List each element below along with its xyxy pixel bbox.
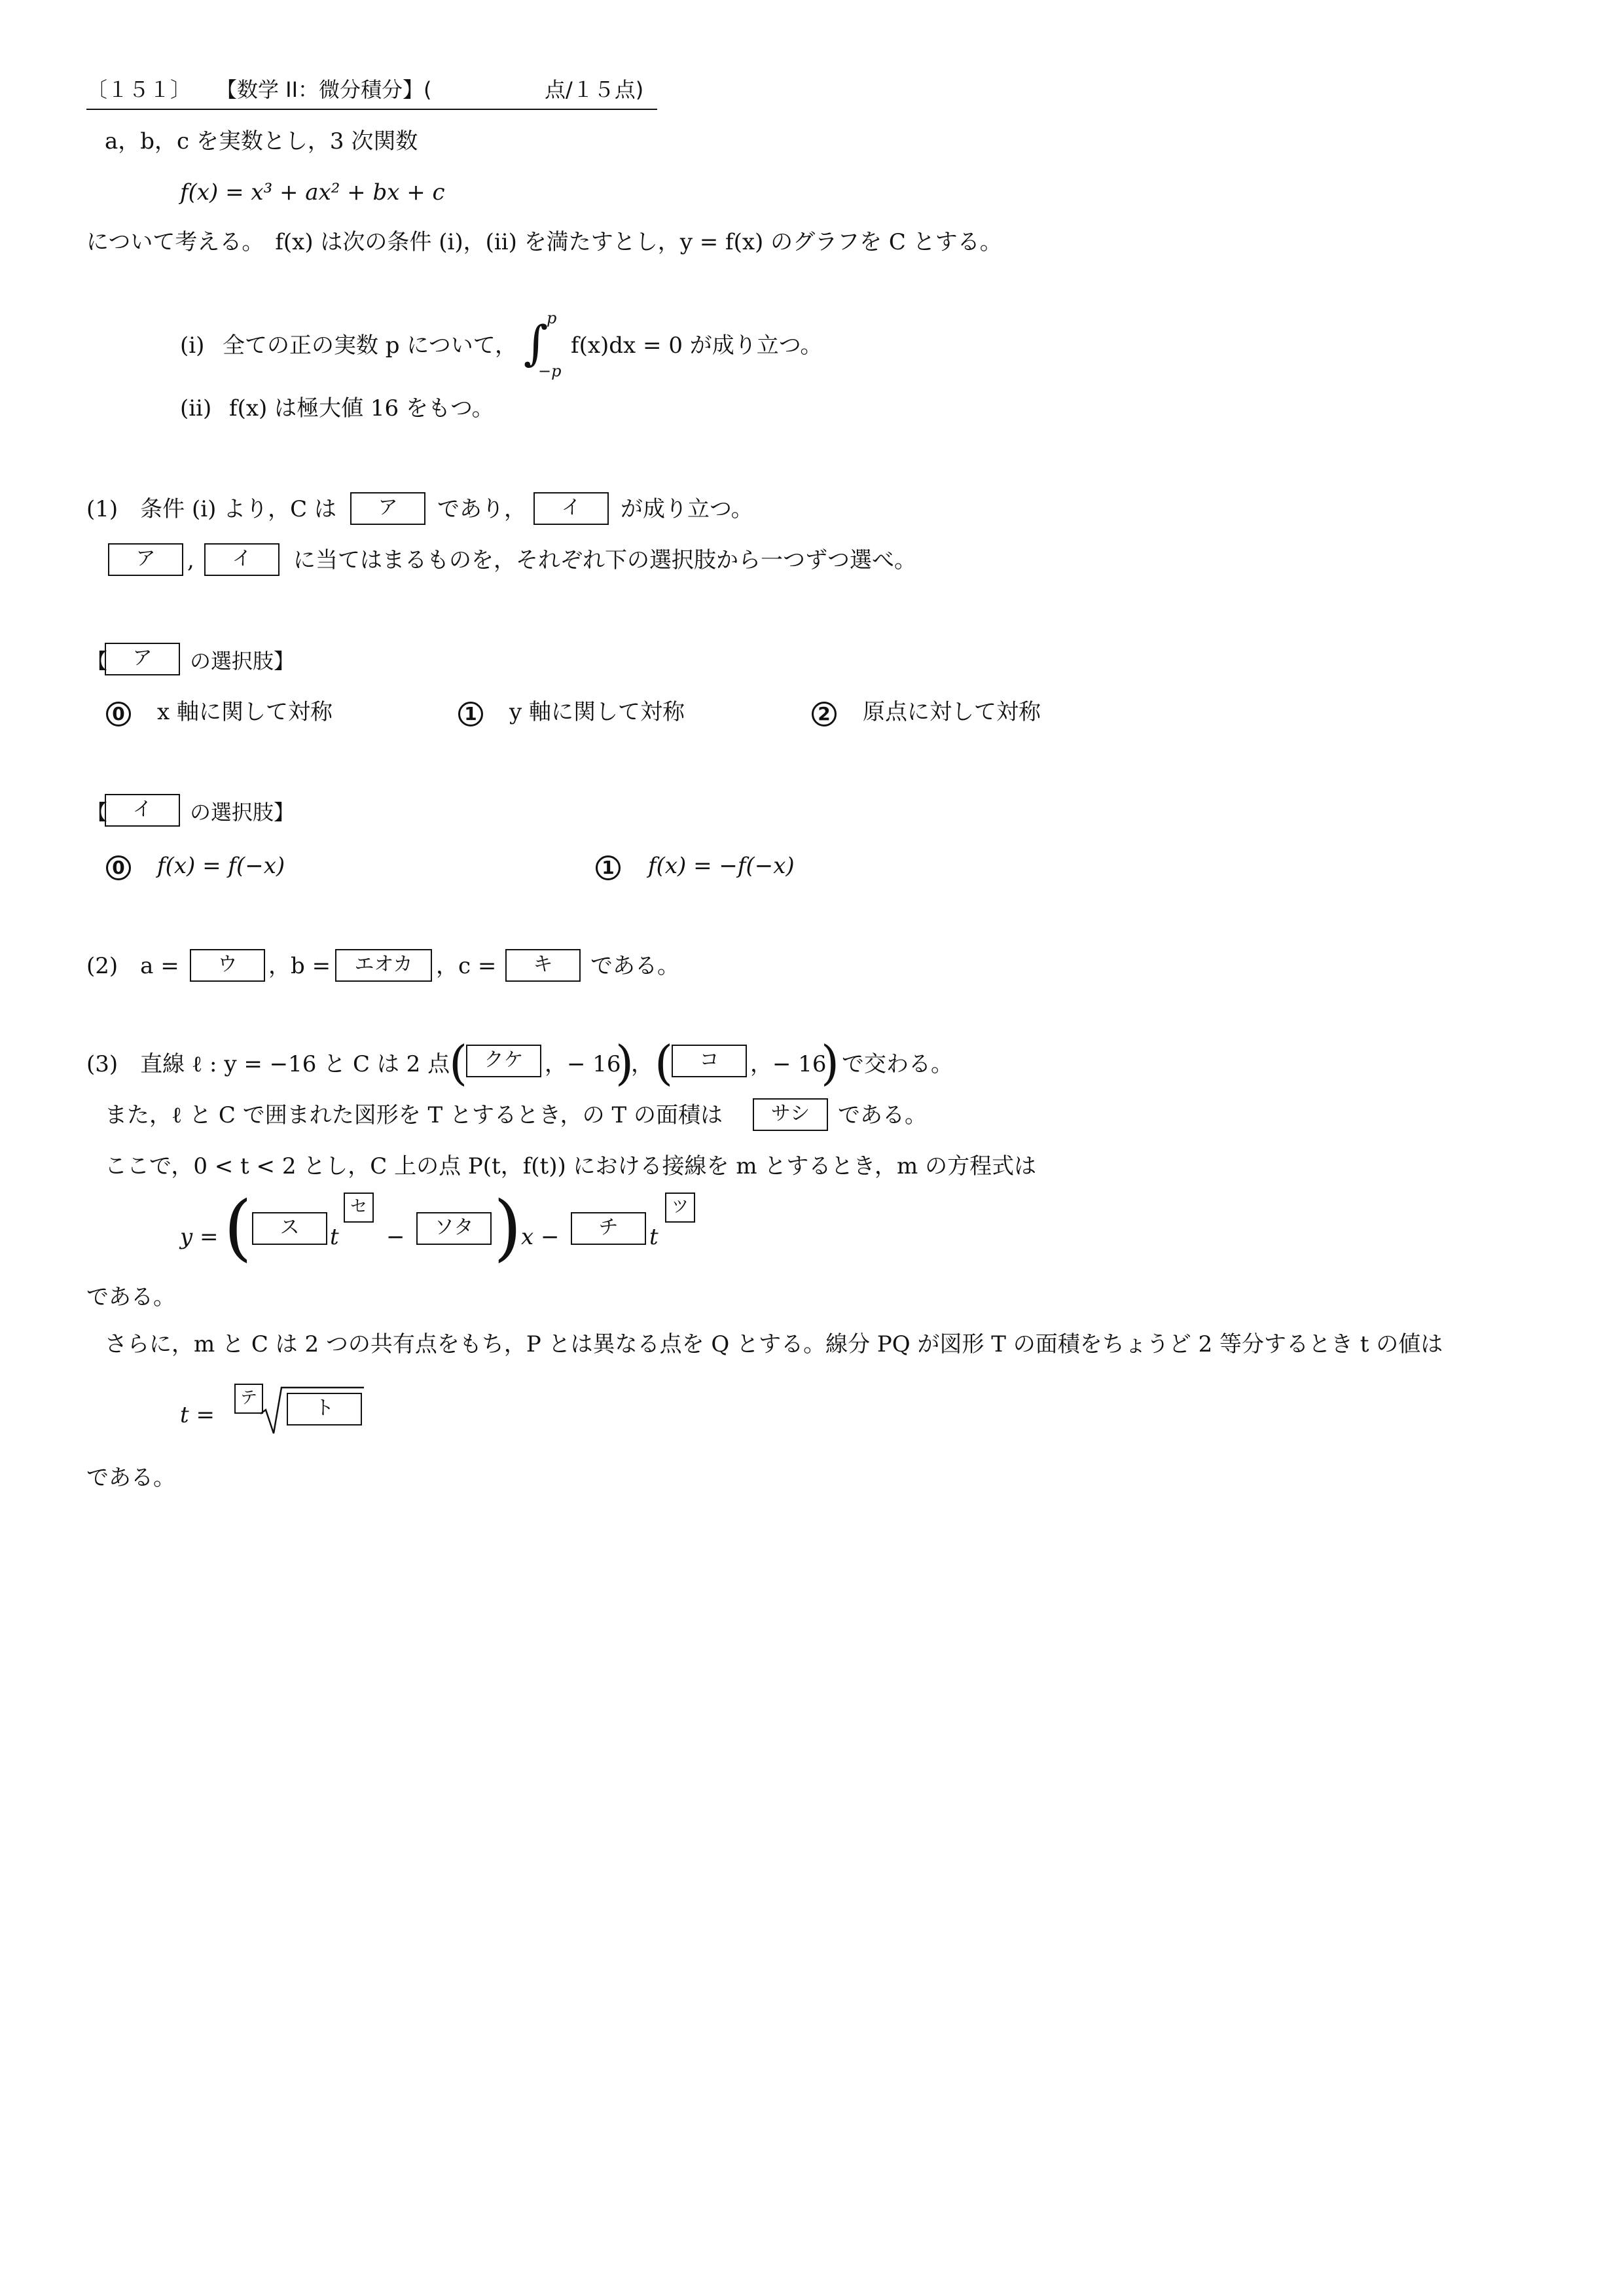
choice-i-number-0-badge: 0 bbox=[106, 855, 131, 880]
choice-i-number-1-badge: 1 bbox=[596, 855, 621, 880]
answer-box-i-ref[interactable]: イ bbox=[204, 543, 280, 576]
equation-paren-open: ( bbox=[224, 1185, 252, 1269]
answer-box-sota[interactable]: ソタ bbox=[416, 1212, 492, 1245]
choice-number-1-badge: 1 bbox=[458, 702, 483, 726]
paren-open-1: ( bbox=[449, 1035, 468, 1090]
equation-t-2: t bbox=[649, 1224, 659, 1250]
choice-number-1[interactable] bbox=[458, 700, 483, 726]
q1-text-end: が成り立つ。 bbox=[621, 496, 753, 522]
answer-box-ko[interactable]: コ bbox=[672, 1045, 747, 1077]
choice-title-a: の選択肢】 bbox=[190, 649, 295, 673]
q3-line1-end: で交わる。 bbox=[842, 1051, 953, 1077]
paren-open-2: ( bbox=[655, 1035, 674, 1090]
bracket-open-2: 【 bbox=[86, 800, 108, 825]
answer-box-chi[interactable]: チ bbox=[571, 1212, 646, 1245]
paren-close-1: ) bbox=[615, 1035, 634, 1090]
answer-box-a[interactable]: ア bbox=[350, 492, 425, 525]
point-separator: ， bbox=[631, 1051, 653, 1077]
answer-box-tsu[interactable]: ツ bbox=[665, 1193, 695, 1223]
answer-box-sashi[interactable]: サシ bbox=[753, 1098, 828, 1131]
condition-1-label: (i) bbox=[180, 332, 205, 359]
choice-i-1: f(x) = −f(−x) bbox=[648, 853, 795, 879]
box-separator: , bbox=[187, 547, 194, 573]
choice-a-0: x 軸に関して対称 bbox=[157, 699, 333, 725]
q3-line1-start: (3) 直線 ℓ : y = −16 と C は 2 点 bbox=[86, 1051, 450, 1077]
answer-box-i[interactable]: イ bbox=[533, 492, 609, 525]
q1-text-middle: であり， bbox=[437, 496, 526, 522]
choice-number-2[interactable] bbox=[812, 700, 837, 726]
answer-box-eoka[interactable]: エオカ bbox=[335, 949, 432, 982]
score-label: 点/１５点) bbox=[545, 77, 644, 102]
choice-number-0[interactable] bbox=[106, 700, 131, 726]
equation-x-minus: x − bbox=[521, 1224, 560, 1250]
choice-a-2: 原点に対して対称 bbox=[863, 699, 1041, 725]
answer-box-se[interactable]: セ bbox=[344, 1193, 374, 1223]
choice-header-box-a: ア bbox=[105, 643, 180, 675]
choice-a-1: y 軸に関して対称 bbox=[509, 699, 685, 725]
choice-i-number-0[interactable] bbox=[106, 853, 131, 880]
intro-line: a，b，c を実数とし，3 次関数 bbox=[105, 128, 418, 154]
equation-paren-close: ) bbox=[494, 1185, 522, 1269]
q3-area-text: また，ℓ と C で囲まれた図形を T とするとき，の T の面積は bbox=[105, 1102, 723, 1128]
point1-y: ，− 16 bbox=[545, 1051, 621, 1077]
condition-2-label: (ii) bbox=[180, 395, 212, 422]
q2-prefix: (2) a = bbox=[86, 953, 179, 979]
q2-b-label: ，b = bbox=[268, 953, 331, 979]
integral-upper-limit: p bbox=[547, 309, 557, 327]
q3-area-suffix: である。 bbox=[838, 1102, 927, 1128]
function-definition: f(x) = x³ + ax² + bx + c bbox=[180, 179, 445, 206]
t-equals: t = bbox=[180, 1402, 215, 1428]
choice-i-0: f(x) = f(−x) bbox=[157, 853, 285, 879]
integral-body: f(x)dx = 0 が成り立つ。 bbox=[571, 332, 823, 359]
condition-2-text: f(x) は極大値 16 をもつ。 bbox=[229, 395, 494, 422]
q3-dearu-1: である。 bbox=[86, 1284, 175, 1310]
problem-number: 〔１５１〕 bbox=[86, 77, 192, 102]
equation-minus: − bbox=[386, 1224, 405, 1250]
q3-bisect-text: さらに，m と C は 2 つの共有点をもち，P とは異なる点を Q とする。線分 PQ が図形 T の面積をちょうど 2 等分するとき t の値は bbox=[105, 1331, 1443, 1357]
choice-number-0-badge: 0 bbox=[106, 702, 131, 726]
paren-close-2: ) bbox=[821, 1035, 840, 1090]
condition-1-text: 全ての正の実数 p について， bbox=[223, 332, 518, 359]
q2-suffix: である。 bbox=[590, 953, 679, 979]
choice-i-number-1[interactable] bbox=[596, 853, 621, 880]
bracket-open: 【 bbox=[86, 649, 108, 673]
answer-box-to[interactable]: ト bbox=[287, 1393, 362, 1426]
equation-t: t bbox=[330, 1224, 339, 1250]
q3-dearu-2: である。 bbox=[86, 1465, 175, 1491]
point2-y: ，− 16 bbox=[750, 1051, 827, 1077]
integral-sign: ∫ bbox=[524, 315, 549, 370]
header-underline bbox=[86, 109, 657, 110]
integral-lower-limit: −p bbox=[538, 362, 562, 380]
answer-box-kuke[interactable]: クケ bbox=[466, 1045, 541, 1077]
q3-tangent-text: ここで，0 < t < 2 とし，C 上の点 P(t，f(t)) における接線を m とするとき，m の方程式は bbox=[105, 1153, 1037, 1179]
choice-number-2-badge: 2 bbox=[812, 702, 837, 726]
answer-box-u[interactable]: ウ bbox=[190, 949, 265, 982]
subject-title: 【数学 II：微分積分】( bbox=[216, 77, 432, 102]
answer-box-ki[interactable]: キ bbox=[505, 949, 581, 982]
equation-y: y = bbox=[180, 1224, 219, 1250]
answer-box-a-ref[interactable]: ア bbox=[108, 543, 183, 576]
q1-text-start: (1) 条件 (i) より，C は bbox=[86, 496, 337, 522]
answer-box-su[interactable]: ス bbox=[252, 1212, 327, 1245]
choice-header-box-i: イ bbox=[105, 794, 180, 827]
q2-c-label: ，c = bbox=[436, 953, 497, 979]
q1-instruction: に当てはまるものを，それぞれ下の選択肢から一つずつ選べ。 bbox=[293, 547, 916, 573]
answer-box-te[interactable]: テ bbox=[234, 1384, 263, 1414]
intro-conditions-line: について考える。 f(x) は次の条件 (i)，(ii) を満たすとし，y = f(x) のグラフを C とする。 bbox=[86, 229, 1002, 255]
choice-title-i: の選択肢】 bbox=[190, 800, 295, 825]
